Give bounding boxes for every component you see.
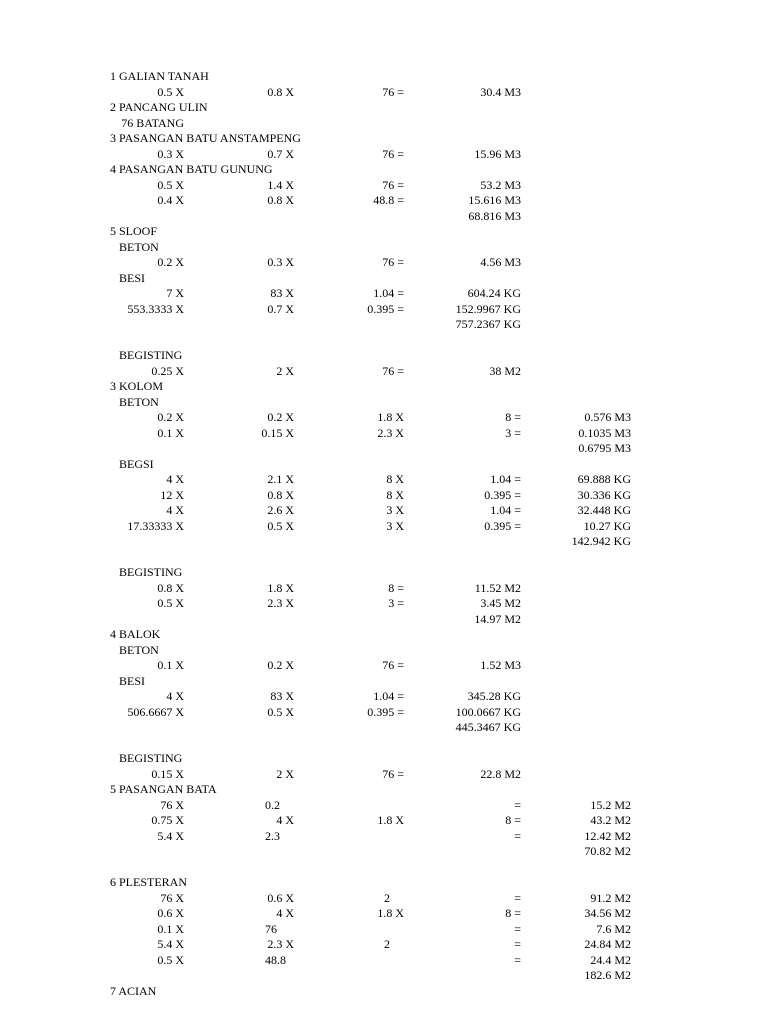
table-row [0,147,768,163]
cell-c4: 3 = [505,425,521,440]
table-row [0,736,768,752]
cell-c5: 32.448 KG [577,503,631,517]
table-row [0,116,768,132]
cell-c2: 0.5 X [267,518,294,533]
table-row [0,426,768,442]
cell-c5: 182.6 M2 [584,968,631,982]
cell-c5: 142.942 KG [571,534,631,548]
cell-label: 4 PASANGAN BATU GUNUNG [110,162,273,176]
table-row [0,937,768,953]
cell-c3: 1.8 X [377,906,404,920]
table-row [0,627,768,643]
cell-c4: 15.616 M3 [468,193,521,207]
table-row [0,379,768,395]
cell-c1: 17.33333 X [127,518,184,533]
cell-c4: 15.96 M3 [474,146,521,161]
cell-c1: 0.8 X [157,580,184,595]
cell-c5: 34.56 M2 [584,906,631,920]
cell-c1: 0.1 X [157,658,184,672]
table-row [0,705,768,721]
table-row [0,364,768,380]
cell-sub: BEGISTING [119,751,183,765]
cell-c2: 0.3 X [267,255,294,269]
cell-c3: 1.8 X [377,410,404,424]
cell-c4: 1.52 M3 [480,658,521,672]
cell-c5: 12.42 M2 [584,828,631,843]
cell-c4: 0.395 = [484,518,521,533]
cell-label: 5 SLOOF [110,224,158,238]
cell-c5: 0.6795 M3 [578,441,631,455]
cell-c4: 30.4 M3 [480,84,521,99]
cell-c4: 3.45 M2 [480,596,521,610]
table-row [0,193,768,209]
table-row [0,209,768,225]
table-row [0,674,768,690]
cell-c4: 1.04 = [490,503,521,517]
cell-c1: 0.75 X [151,813,184,827]
cell-c1: 0.2 X [157,255,184,269]
cell-c1: 12 X [160,487,184,502]
cell-c3: 0.395 = [367,704,404,719]
table-row [0,457,768,473]
table-row [0,798,768,814]
cell-c2: 4 X [276,906,294,920]
cell-c1: 0.4 X [157,193,184,207]
cell-sub: BEGSI [119,456,154,471]
cell-c3: 2.3 X [377,425,404,440]
cell-c1: 4 X [166,503,184,517]
cell-c4: 604.24 KG [467,286,521,300]
cell-c1: 0.5 X [157,84,184,99]
cell-c3: 8 = [388,580,404,595]
cell-c2: 83 X [270,286,294,300]
cell-c4: 53.2 M3 [480,177,521,192]
table-row [0,69,768,85]
table-row [0,162,768,178]
cell-label: 6 PLESTERAN [110,875,188,889]
cell-c2: 2.3 X [267,937,294,951]
cell-c2: 4 X [276,813,294,827]
cell-c3: 76 = [382,177,404,192]
cell-c4: = [514,921,521,936]
table-row [0,596,768,612]
cell-c1: 76 X [160,797,184,812]
cell-c4: 345.28 KG [467,689,521,703]
cell-c2l: 48.8 [265,952,286,967]
cell-sub: BEGISTING [119,565,183,579]
cell-c3: 76 = [382,255,404,269]
cell-label: 7 ACIAN [110,983,157,998]
table-row [0,286,768,302]
cell-c3: 8 X [386,472,404,486]
cell-c2: 2.6 X [267,503,294,517]
table-row [0,689,768,705]
table-row [0,751,768,767]
cell-c2: 0.15 X [261,425,294,440]
cell-c5: 24.4 M2 [590,952,631,967]
table-row [0,767,768,783]
table-row [0,550,768,566]
cell-c5: 7.6 M2 [596,921,631,936]
cell-c2: 0.5 X [267,704,294,719]
cell-c1: 7 X [166,286,184,300]
cell-c2: 0.7 X [267,146,294,161]
cell-c2: 2 X [276,766,294,781]
cell-c2: 83 X [270,689,294,703]
cell-c5: 70.82 M2 [584,844,631,858]
cell-c3: 8 X [386,487,404,502]
cell-c2: 0.8 X [267,84,294,99]
cell-c1: 0.1 X [157,921,184,936]
table-row [0,658,768,674]
cell-c5: 0.576 M3 [584,410,631,424]
cell-label: 3 KOLOM [110,379,163,393]
cell-c4: 0.395 = [484,487,521,502]
cell-c1: 5.4 X [157,937,184,951]
table-row [0,813,768,829]
cell-c1: 4 X [166,689,184,703]
cell-c3: 0.395 = [367,301,404,316]
cell-c1: 553.3333 X [127,301,184,316]
cell-c3: 3 X [386,518,404,533]
cell-c3: 1.04 = [373,286,404,300]
table-row [0,441,768,457]
cell-label: 1 GALIAN TANAH [110,69,209,83]
table-row [0,395,768,411]
table-row [0,131,768,147]
cell-sub: BETON [119,394,159,409]
table-row [0,906,768,922]
cell-c4: 152.9967 KG [455,301,521,316]
table-row [0,891,768,907]
table-row [0,720,768,736]
cell-c3: 3 X [386,503,404,517]
cell-c1: 0.15 X [151,766,184,781]
cell-c1: 0.5 X [157,952,184,967]
table-row [0,100,768,116]
cell-c3: 1.04 = [373,689,404,703]
table-row [0,333,768,349]
cell-c4: = [514,937,521,951]
cell-c2l: 2.3 [265,828,280,843]
cell-c4: 38 M2 [489,363,521,378]
cell-sub: BEGISTING [119,348,183,362]
table-row [0,581,768,597]
cell-c3l: 2 [384,890,390,905]
cell-c1: 76 BATANG [121,115,184,130]
cell-c1: 0.1 X [157,425,184,440]
cell-c1: 5.4 X [157,828,184,843]
table-row [0,968,768,984]
table-row [0,348,768,364]
table-row [0,178,768,194]
table-row [0,317,768,333]
cell-label: 4 BALOK [110,627,161,641]
cell-c3: 48.8 = [373,193,404,207]
cell-c1: 0.2 X [157,410,184,424]
cell-c3: 76 = [382,146,404,161]
cell-c5: 91.2 M2 [590,890,631,905]
table-row [0,85,768,101]
table-row [0,240,768,256]
cell-sub: BESI [119,673,146,688]
cell-label: 5 PASANGAN BATA [110,782,217,796]
cell-c4: = [514,828,521,843]
cell-c1: 4 X [166,472,184,486]
cell-c4: 14.97 M2 [474,611,521,626]
table-row [0,829,768,845]
cell-c5: 30.336 KG [577,487,631,502]
table-row [0,255,768,271]
cell-c1: 0.5 X [157,596,184,610]
cell-c4: 8 = [505,410,521,424]
cell-c2: 0.6 X [267,890,294,905]
table-row [0,534,768,550]
cell-c5: 15.2 M2 [590,797,631,812]
cell-c3: 1.8 X [377,813,404,827]
table-row [0,302,768,318]
cell-c3: 76 = [382,363,404,378]
cell-c2: 0.8 X [267,193,294,207]
cell-sub: BETON [119,642,159,657]
cell-c4: 68.816 M3 [468,208,521,223]
table-row [0,875,768,891]
cell-label: 3 PASANGAN BATU ANSTAMPENG [110,131,301,145]
cell-c2l: 76 [265,921,277,936]
table-row [0,860,768,876]
table-row [0,953,768,969]
cell-c5: 69.888 KG [577,472,631,486]
table-row [0,224,768,240]
cell-c4: 4.56 M3 [480,255,521,269]
cell-sub: BETON [119,239,159,254]
cell-label: 2 PANCANG ULIN [110,100,208,114]
table-row [0,643,768,659]
table-row [0,922,768,938]
table-row [0,984,768,1000]
cell-c4: 757.2367 KG [455,317,521,331]
cell-c4: 1.04 = [490,472,521,486]
cell-c2: 0.2 X [267,658,294,672]
cell-sub: BESI [119,270,146,285]
table-row [0,565,768,581]
table-row [0,472,768,488]
cell-c5: 43.2 M2 [590,813,631,827]
cell-c4: = [514,797,521,812]
cell-c5: 10.27 KG [583,518,631,533]
table-row [0,519,768,535]
table-row [0,844,768,860]
cell-c2: 0.2 X [267,410,294,424]
cell-c1: 76 X [160,890,184,905]
cell-c2: 2.1 X [267,472,294,486]
cell-c2: 0.8 X [267,487,294,502]
cell-c3: 76 = [382,766,404,781]
cell-c4: 8 = [505,906,521,920]
cell-c4: = [514,952,521,967]
table-row [0,410,768,426]
table-row [0,612,768,628]
cell-c3l: 2 [384,937,390,951]
cell-c2: 1.4 X [267,177,294,192]
table-row [0,488,768,504]
cell-c3: 76 = [382,658,404,672]
cell-c3: 3 = [388,596,404,610]
cell-c1: 506.6667 X [127,704,184,719]
cell-c2: 2 X [276,363,294,378]
cell-c2: 2.3 X [267,596,294,610]
cell-c5: 0.1035 M3 [578,425,631,440]
cell-c1: 0.5 X [157,177,184,192]
cell-c4: 445.3467 KG [455,720,521,734]
cell-c4: 8 = [505,813,521,827]
table-row [0,503,768,519]
cell-c4: 100.0667 KG [455,704,521,719]
cell-c5: 24.84 M2 [584,937,631,951]
cell-c3: 76 = [382,84,404,99]
table-row [0,271,768,287]
cell-c1: 0.25 X [151,363,184,378]
cell-c2: 1.8 X [267,580,294,595]
cell-c2l: 0.2 [265,797,280,812]
cell-c1: 0.3 X [157,146,184,161]
cell-c4: 11.52 M2 [474,580,521,595]
cell-c1: 0.6 X [157,906,184,920]
cell-c2: 0.7 X [267,301,294,316]
table-row [0,782,768,798]
cell-c4: 22.8 M2 [480,766,521,781]
cell-c4: = [514,890,521,905]
